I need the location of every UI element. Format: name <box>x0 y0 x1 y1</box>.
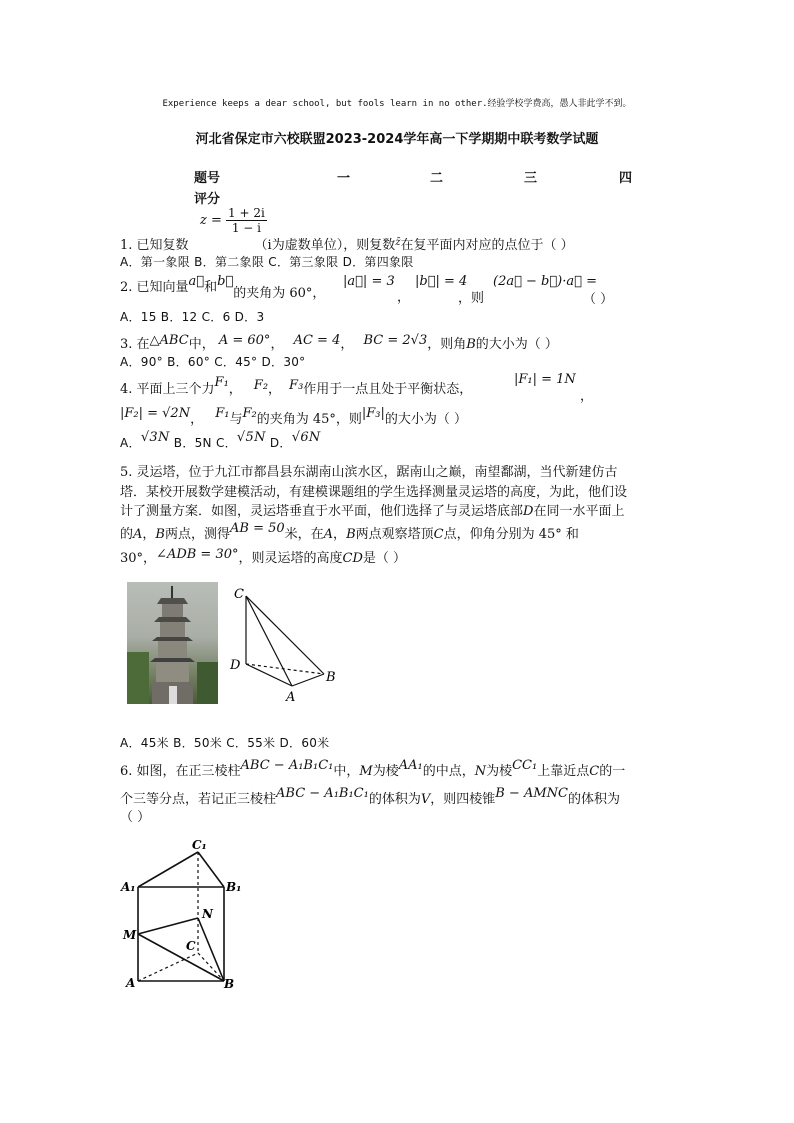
q4-cond1: |F₁| = 1N <box>514 372 576 387</box>
q3-var-b: B <box>466 337 476 352</box>
q5-figure <box>222 582 342 707</box>
q5-line3b: 在同一水平面上 <box>533 504 625 519</box>
pagoda-photo <box>127 582 218 704</box>
q1-formula-lhs: z = <box>200 213 222 228</box>
q6-line1d: 的中点， <box>422 764 475 779</box>
q5-options: A．45米 B．50米 C．55米 D．60米 <box>120 736 330 750</box>
q1-fraction <box>226 206 267 235</box>
q5-line3 <box>120 500 624 519</box>
q2-stem <box>120 274 326 301</box>
q1-formula <box>200 206 267 235</box>
q2-blank: （ ） <box>583 292 614 307</box>
label-c: C <box>234 587 244 602</box>
q6-line2d: 的体积为 <box>567 792 620 807</box>
q4-f3: F₃ <box>289 378 304 393</box>
edge-cb <box>246 596 324 674</box>
q5-line4b: ， <box>142 527 156 542</box>
score-col-1: 一 <box>337 171 351 186</box>
q5-var-a: A <box>133 527 143 542</box>
q4-stem-line1: 4. 平面上三个力F₁， F₂， F₃作用于一点且处于平衡状态， <box>120 375 473 397</box>
edge-c1b1 <box>198 852 224 887</box>
q2-cond1: |a⃗| = 3 <box>343 274 395 289</box>
edge-a1c1 <box>138 852 198 887</box>
q6-prism: ABC − A₁B₁C₁ <box>240 758 334 773</box>
q2-text-c: ，则 <box>458 291 485 306</box>
q4-f2: F₂ <box>253 378 269 393</box>
q1-text-b: （i为虚数单位），则复数 <box>254 238 396 253</box>
q6-blank: （ ） <box>120 810 151 825</box>
q6-prism2: ABC − A₁B₁C₁ <box>276 786 369 801</box>
score-label-score: 评分 <box>194 192 221 207</box>
q4-f1b: F₁ <box>215 406 230 421</box>
q6-var-v: V <box>420 792 431 807</box>
q4-f2b: F₂ <box>242 406 257 421</box>
q6-var-m: M <box>359 764 373 779</box>
q1-zbar: z̄ <box>395 237 401 248</box>
q6-line1b: 中， <box>333 764 360 779</box>
q3-text-c: ，则角 <box>427 337 467 352</box>
q6-var-c: C <box>589 764 600 779</box>
q6-line1e: 为棱 <box>486 764 513 779</box>
q5-var-b: B <box>155 527 165 542</box>
q6-line1 <box>120 760 625 779</box>
q1-denominator: 1 − i <box>231 221 261 235</box>
q5-line5b: ，则灵运塔的高度 <box>238 551 343 566</box>
score-col-3: 三 <box>524 171 538 186</box>
q3-options: A．90° B．60° C．45° D．30° <box>120 355 306 369</box>
q1-options: A．第一象限 B．第二象限 C．第三象限 D．第四象限 <box>120 255 414 269</box>
q3-stem: 3. 在△ABC中， A = 60°， AC = 4， BC = 2√3，则角B的大小为（ ） <box>120 333 558 352</box>
q6-line1a: 6. 如图，在正三棱柱 <box>120 764 241 779</box>
q3-cond2: AC = 4 <box>293 333 341 348</box>
q5-line4f: ， <box>333 527 347 542</box>
q6-line2a: 个三等分点，若记正三棱柱 <box>120 792 277 807</box>
q5-line5 <box>120 547 406 566</box>
q3-cond1: A = 60° <box>218 333 271 348</box>
q6-line2b: 的体积为 <box>368 792 421 807</box>
q2-text-a: 2. 已知向量 <box>120 280 189 295</box>
q6-pyramid: B − AMNC <box>495 786 568 801</box>
q4-cond2: |F₂| = √2N <box>120 406 191 421</box>
q6-line1g: 的一 <box>599 764 626 779</box>
edge-nb <box>198 918 224 981</box>
label-a1: A₁ <box>121 880 136 894</box>
q3-cond3: BC = 2√3 <box>363 333 428 348</box>
q5-angle: ∠ADB = 30° <box>156 547 239 562</box>
q6-line1f: 上靠近点 <box>537 764 590 779</box>
edge-ac <box>138 953 198 981</box>
label-c1: C₁ <box>192 838 207 852</box>
q3-triangle: △ABC <box>149 333 189 348</box>
q5-line1: 5. 灵运塔，位于九江市都昌县东湖南山滨水区，踞南山之巅，南望鄱湖，当代新建仿古 <box>120 465 618 480</box>
q4-opt-d-val: √6N <box>291 430 321 445</box>
q2-expr: (2a⃗ − b⃗)·a⃗ = <box>493 274 597 289</box>
q5-line4 <box>120 523 579 542</box>
q1-text-a: 1. 已知复数 <box>120 238 189 253</box>
q5-var-b2: B <box>346 527 356 542</box>
q1-numerator: 1 + 2i <box>228 206 265 220</box>
q1-stem <box>120 234 574 253</box>
label-b: B <box>224 977 235 991</box>
label-a: A <box>126 976 136 990</box>
q5-line2: 塔．某校开展数学建模活动，有建模课题组的学生选择测量灵运塔的高度，为此，他们设 <box>120 485 628 500</box>
q5-var-a2: A <box>323 527 334 542</box>
q5-line5a: 30°， <box>120 551 157 566</box>
q4-text-e: 的大小为（ ） <box>384 412 468 427</box>
score-label-qnum: 题号 <box>194 171 221 186</box>
q6-line2 <box>120 788 620 807</box>
q4-f3b: |F₃| <box>361 406 385 421</box>
score-col-4: 四 <box>619 171 633 186</box>
edge-da <box>246 664 292 686</box>
q2-comma: ， <box>397 290 411 305</box>
q5-var-cd: CD <box>342 551 363 566</box>
q4-opt-a: A． <box>120 436 141 450</box>
q5-line4g: 两点观察塔顶 <box>355 527 434 542</box>
q1-text-c: 在复平面内对应的点位于（ ） <box>400 238 574 253</box>
q4-opt-b: B．5N C． <box>173 436 237 450</box>
label-c: C <box>186 939 196 953</box>
q4-text-d: 的夹角为 45°，则 <box>256 412 362 427</box>
q6-line1c: 为棱 <box>372 764 399 779</box>
q3-text-d: 的大小为（ ） <box>475 337 558 352</box>
q3-text-b: 中， <box>188 337 215 352</box>
q2-text-b: 的夹角为 60°， <box>233 286 326 301</box>
q4-opt-a-val: √3N <box>140 430 170 445</box>
label-n: N <box>202 907 213 921</box>
label-b1: B₁ <box>226 880 242 894</box>
edge-ab <box>292 674 324 686</box>
q2-text-and: 和 <box>204 280 218 295</box>
q2-vec-a: a⃗ <box>188 274 205 289</box>
q4-f1: F₁ <box>214 375 229 390</box>
q5-line5c: 是（ ） <box>362 551 407 566</box>
edge-ca <box>246 596 292 686</box>
q4-options <box>120 430 321 451</box>
q4-text-b: 作用于一点且处于平衡状态， <box>303 382 473 397</box>
q6-figure <box>118 835 248 995</box>
label-a: A <box>286 690 296 705</box>
edge-mn <box>138 918 198 934</box>
q5-line4h: 点，仰角分别为 45° 和 <box>443 527 579 542</box>
q6-var-n: N <box>474 764 487 779</box>
q6-aa1: AA₁ <box>398 758 423 773</box>
q4-comma1: ， <box>580 389 594 404</box>
q2-options: A．15 B．12 C．6 D．3 <box>120 310 265 324</box>
q6-cc1: CC₁ <box>512 758 538 773</box>
q5-line4d: 米，在 <box>284 527 324 542</box>
page-title: 河北省保定市六校联盟2023-2024学年高一下学期期中联考数学试题 <box>195 132 599 147</box>
label-m: M <box>123 928 137 942</box>
q2-vec-b: b⃗ <box>217 274 234 289</box>
q4-opt-c-val: √5N <box>236 430 266 445</box>
q3-text-a: 3. 在 <box>120 337 150 352</box>
q5-var-d: D <box>523 504 534 519</box>
q5-line4c: 两点，测得 <box>164 527 230 542</box>
q4-text-a: 4. 平面上三个力 <box>120 382 215 397</box>
q4-opt-d: D． <box>269 436 292 450</box>
label-b: B <box>326 670 336 685</box>
q5-var-c: C <box>433 527 444 542</box>
q4-stem-line2: |F₂| = √2N， F₁与F₂的夹角为 45°，则|F₃|的大小为（ ） <box>120 406 468 427</box>
q6-line2c: ，则四棱锥 <box>430 792 496 807</box>
q5-line4a: 的 <box>120 527 134 542</box>
motto-line: Experience keeps a dear school, but fools learn in no other.经验学校学费高，愚人非此学不到。 <box>162 99 632 109</box>
pagoda-illustration <box>127 582 218 704</box>
q4-text-c: 与 <box>229 412 243 427</box>
label-d: D <box>230 658 241 673</box>
edge-mb <box>138 934 224 981</box>
q5-line3a: 计了测量方案．如图，灵运塔垂直于水平面，他们选择了与灵运塔底部 <box>120 504 524 519</box>
q2-cond2: |b⃗| = 4 <box>415 274 468 289</box>
q5-ab-value: AB = 50 <box>230 521 285 536</box>
score-col-2: 二 <box>430 171 444 186</box>
edge-cb <box>198 953 224 981</box>
